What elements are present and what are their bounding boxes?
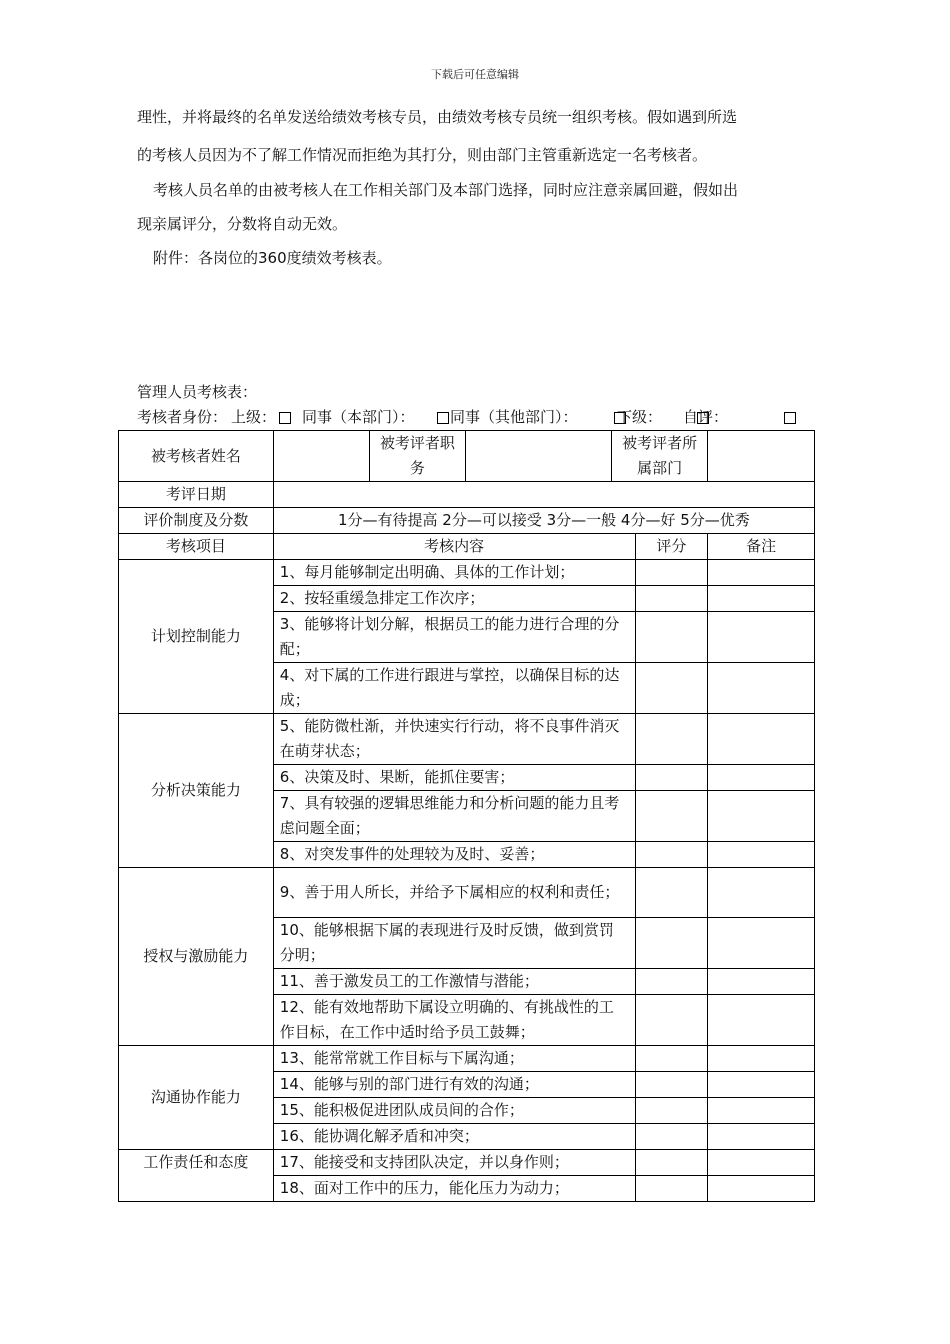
col-item-header: 考核项目 xyxy=(119,534,274,560)
note-cell[interactable] xyxy=(708,1124,815,1150)
evaluator-roles xyxy=(137,406,807,428)
table-row xyxy=(119,714,815,765)
date-value[interactable] xyxy=(273,482,814,508)
position-value[interactable] xyxy=(465,431,611,482)
role-peer-other-label: 同事（其他部门）： xyxy=(450,408,578,426)
paragraph-3: 考核人员名单的由被考核人在工作相关部门及本部门选择，同时应注意亲属回避，假如出 xyxy=(153,181,739,199)
item-content: 10、能够根据下属的表现进行及时反馈，做到赏罚分明； xyxy=(273,918,635,969)
note-cell[interactable] xyxy=(708,995,815,1046)
note-cell[interactable] xyxy=(708,842,815,868)
role-self-label: 自评： xyxy=(683,408,729,426)
item-content: 3、能够将计划分解，根据员工的能力进行合理的分配； xyxy=(273,612,635,663)
role-peer-same-label: 同事（本部门）： xyxy=(302,408,415,426)
note-cell[interactable] xyxy=(708,868,815,918)
item-content: 14、能够与别的部门进行有效的沟通； xyxy=(273,1072,635,1098)
peer-same-checkbox[interactable] xyxy=(437,412,449,424)
note-cell[interactable] xyxy=(708,918,815,969)
note-cell[interactable] xyxy=(708,969,815,995)
evaluation-table xyxy=(118,430,815,1202)
score-cell[interactable] xyxy=(635,842,708,868)
table-row xyxy=(119,560,815,586)
note-cell[interactable] xyxy=(708,1098,815,1124)
note-cell[interactable] xyxy=(708,586,815,612)
table-row xyxy=(119,1176,815,1202)
group-name-continuation xyxy=(119,1176,274,1202)
score-cell[interactable] xyxy=(635,1046,708,1072)
score-cell[interactable] xyxy=(635,1150,708,1176)
item-content: 5、能防微杜渐，并快速实行行动，将不良事件消灭在萌芽状态； xyxy=(273,714,635,765)
paragraph-2: 的考核人员因为不了解工作情况而拒绝为其打分，则由部门主管重新选定一名考核者。 xyxy=(137,146,708,164)
group-name: 计划控制能力 xyxy=(119,560,274,714)
score-cell[interactable] xyxy=(635,969,708,995)
item-content: 11、善于激发员工的工作激情与潜能； xyxy=(273,969,635,995)
group-name: 授权与激励能力 xyxy=(119,868,274,1046)
scale-label: 评价制度及分数 xyxy=(119,508,274,534)
col-score-header: 评分 xyxy=(635,534,708,560)
note-cell[interactable] xyxy=(708,791,815,842)
score-cell[interactable] xyxy=(635,1072,708,1098)
score-cell[interactable] xyxy=(635,765,708,791)
score-cell[interactable] xyxy=(635,714,708,765)
scale-text: 1分—有待提高 2分—可以接受 3分—一般 4分—好 5分—优秀 xyxy=(273,508,814,534)
item-content: 16、能协调化解矛盾和冲突； xyxy=(273,1124,635,1150)
item-content: 12、能有效地帮助下属设立明确的、有挑战性的工作目标，在工作中适时给予员工鼓舞； xyxy=(273,995,635,1046)
roles-label: 考核者身份： xyxy=(137,408,228,426)
score-cell[interactable] xyxy=(635,791,708,842)
item-content: 18、面对工作中的压力，能化压力为动力； xyxy=(273,1176,635,1202)
group-name: 分析决策能力 xyxy=(119,714,274,868)
note-cell[interactable] xyxy=(708,663,815,714)
name-value[interactable] xyxy=(273,431,369,482)
form-title: 管理人员考核表： xyxy=(137,383,258,401)
note-cell[interactable] xyxy=(708,1072,815,1098)
note-cell[interactable] xyxy=(708,765,815,791)
score-cell[interactable] xyxy=(635,995,708,1046)
note-cell[interactable] xyxy=(708,1150,815,1176)
note-cell[interactable] xyxy=(708,612,815,663)
note-cell[interactable] xyxy=(708,560,815,586)
paragraph-4: 现亲属评分，分数将自动无效。 xyxy=(137,215,348,233)
group-name: 工作责任和态度 xyxy=(119,1150,274,1176)
col-note-header: 备注 xyxy=(708,534,815,560)
dept-label: 被考评者所属部门 xyxy=(612,431,708,482)
table-row xyxy=(119,1046,815,1072)
table-row xyxy=(119,868,815,918)
score-cell[interactable] xyxy=(635,560,708,586)
item-content: 2、按轻重缓急排定工作次序； xyxy=(273,586,635,612)
paragraph-1: 理性，并将最终的名单发送给绩效考核专员，由绩效考核专员统一组织考核。假如遇到所选 xyxy=(137,108,738,126)
score-cell[interactable] xyxy=(635,1176,708,1202)
score-cell[interactable] xyxy=(635,918,708,969)
self-checkbox[interactable] xyxy=(784,412,796,424)
paragraph-5: 附件：各岗位的360度绩效考核表。 xyxy=(153,249,392,267)
table-row xyxy=(119,1150,815,1176)
item-content: 9、善于用人所长，并给予下属相应的权利和责任； xyxy=(273,868,635,918)
item-content: 6、决策及时、果断，能抓住要害； xyxy=(273,765,635,791)
item-content: 17、能接受和支持团队决定，并以身作则； xyxy=(273,1150,635,1176)
item-content: 15、能积极促进团队成员间的合作； xyxy=(273,1098,635,1124)
name-label: 被考核者姓名 xyxy=(119,431,274,482)
role-subordinate-label: 下级： xyxy=(617,408,663,426)
score-cell[interactable] xyxy=(635,586,708,612)
score-cell[interactable] xyxy=(635,1098,708,1124)
score-cell[interactable] xyxy=(635,612,708,663)
item-content: 1、每月能够制定出明确、具体的工作计划； xyxy=(273,560,635,586)
score-cell[interactable] xyxy=(635,663,708,714)
date-label: 考评日期 xyxy=(119,482,274,508)
score-cell[interactable] xyxy=(635,868,708,918)
group-name: 沟通协作能力 xyxy=(119,1046,274,1150)
col-content-header: 考核内容 xyxy=(273,534,635,560)
page-header: 下载后可任意编辑 xyxy=(431,68,519,81)
item-content: 8、对突发事件的处理较为及时、妥善； xyxy=(273,842,635,868)
position-label: 被考评者职务 xyxy=(369,431,465,482)
item-content: 4、对下属的工作进行跟进与掌控，以确保目标的达成； xyxy=(273,663,635,714)
superior-checkbox[interactable] xyxy=(279,412,291,424)
note-cell[interactable] xyxy=(708,1046,815,1072)
dept-value[interactable] xyxy=(708,431,815,482)
role-superior-label: 上级： xyxy=(231,408,277,426)
score-cell[interactable] xyxy=(635,1124,708,1150)
note-cell[interactable] xyxy=(708,1176,815,1202)
note-cell[interactable] xyxy=(708,714,815,765)
subordinate-checkbox[interactable] xyxy=(697,412,709,424)
item-content: 7、具有较强的逻辑思维能力和分析问题的能力且考虑问题全面； xyxy=(273,791,635,842)
item-content: 13、能常常就工作目标与下属沟通； xyxy=(273,1046,635,1072)
